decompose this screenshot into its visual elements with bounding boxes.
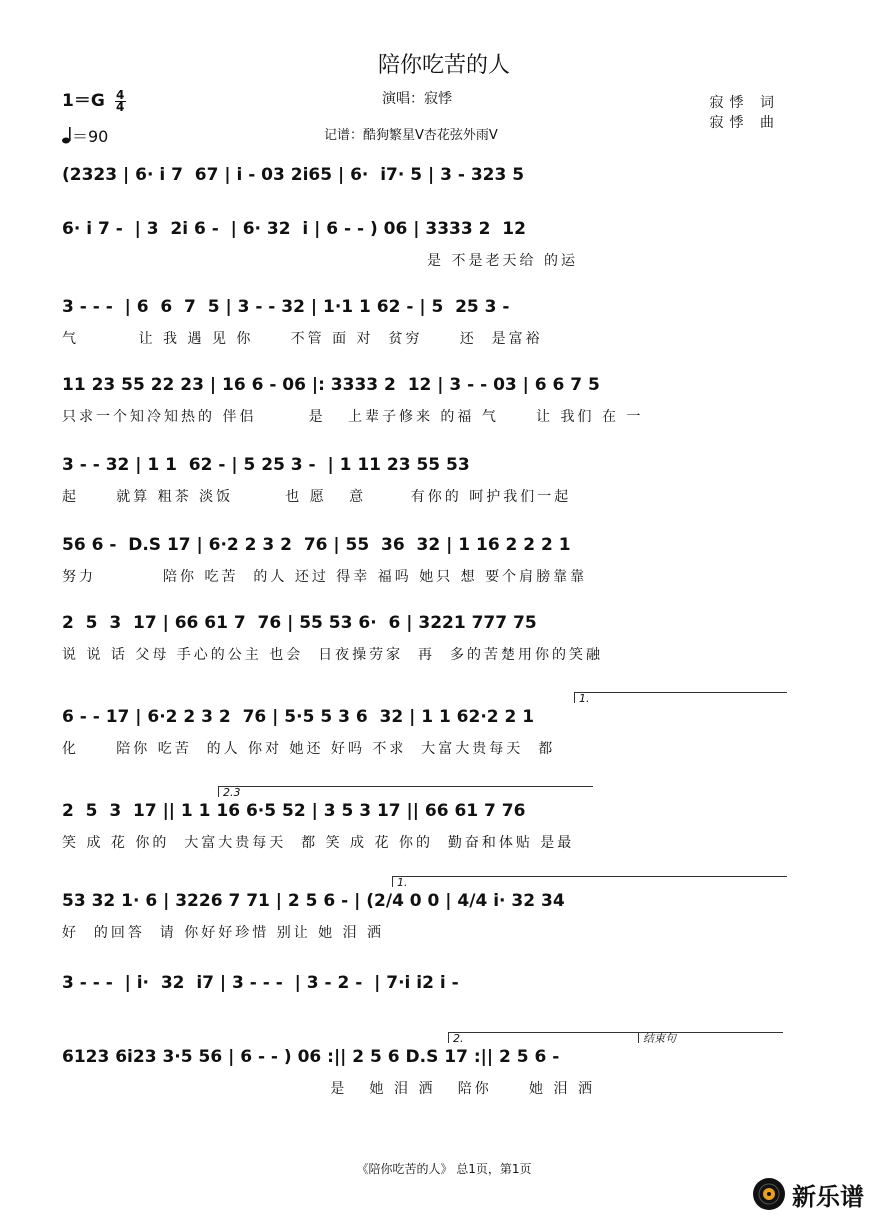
lyrics-line: 笑 成 花 你的 大富大贵每天 都 笑 成 花 你的 勤奋和体贴 是最 [62, 835, 575, 851]
lyrics-line [62, 1004, 784, 1026]
site-logo[interactable] [752, 1176, 882, 1212]
lyrics-line: 是 不是老天给 的运 [62, 253, 578, 269]
lyrics-line: 只求一个知冷知热的 伴侣 是 上辈子修来 的福 气 让 我们 在 一 [62, 409, 644, 425]
key-signature [62, 86, 126, 113]
notation-line: 3 - - 32 | 1 1 62 - | 5 25 3 - | 1 11 23 55 53 [62, 455, 470, 475]
volta-ending: 结束句 [638, 1032, 783, 1043]
score-system-9 [62, 786, 784, 854]
lyricist-credit: 寂悸 词 [709, 95, 780, 111]
score-system-7 [62, 606, 784, 666]
lyrics-line: 好 的回答 请 你好好珍惜 别让 她 泪 洒 [62, 925, 385, 941]
score-system-4 [62, 368, 784, 428]
time-signature [115, 87, 126, 114]
singer-credit: 演唱：寂悸 [382, 91, 452, 107]
recorder-credit: 记谱：酷狗繁星V杏花弦外雨V [324, 128, 498, 143]
lyrics-line: 是 她 泪 洒 陪你 她 泪 洒 [62, 1081, 595, 1097]
song-title: 陪你吃苦的人 [377, 53, 510, 78]
record-disc-icon [752, 1177, 786, 1211]
volta-1: 1. [574, 692, 787, 703]
notation-line: 53 32 1· 6 | 3226 7 71 | 2 5 6 - | (2/4 0 0 | 4/4 i· 32 34 [62, 891, 565, 911]
score-system-6 [62, 528, 784, 588]
logo-text: 新乐谱 [792, 1182, 864, 1211]
notation-line: 2 5 3 17 || 1 1 16 6·5 52 | 3 5 3 17 || 66 61 7 76 [62, 801, 526, 821]
notation-line: 6123 6i23 3·5 56 | 6 - - ) 06 :|| 2 5 6 D.S 17 :|| 2 5 6 - [62, 1047, 560, 1067]
lyrics-line: 起 就算 粗茶 淡饭 也 愿 意 有你的 呵护我们一起 [62, 489, 572, 505]
volta-1b: 1. [392, 876, 787, 887]
tempo-marking [62, 124, 108, 147]
notation-line: (2323 | 6· i 7 67 | i - 03 2i65 | 6· i7· 5 | 3 - 323 5 [62, 165, 525, 185]
composer-credit: 寂悸 曲 [709, 115, 780, 131]
notation-line: 11 23 55 22 23 | 16 6 - 06 |: 3333 2 12 | 3 - - 03 | 6 6 7 5 [62, 375, 600, 395]
notation-line: 56 6 - D.S 17 | 6·2 2 3 2 76 | 55 36 32 | 1 16 2 2 2 1 [62, 535, 571, 555]
score-system-8 [62, 692, 784, 760]
score-system-12 [62, 1032, 784, 1100]
score-system-3 [62, 290, 784, 350]
key-label: 1＝G [62, 91, 105, 111]
tempo-value: ＝90 [72, 127, 109, 146]
volta-2: 2. [448, 1032, 639, 1043]
score-system-10 [62, 876, 784, 944]
lyrics-line: 化 陪你 吃苦 的人 你对 她还 好吗 不求 大富大贵每天 都 [62, 741, 556, 757]
lyrics-line: 说 说 话 父母 手心的公主 也会 日夜操劳家 再 多的苦楚用你的笑融 [62, 647, 603, 663]
page-footer: 《陪你吃苦的人》 总1页，第1页 [356, 1162, 532, 1176]
notation-line: 6· i 7 - | 3 2i 6 - | 6· 32 i | 6 - - ) 06 | 3333 2 12 [62, 219, 526, 239]
score-system-2 [62, 212, 784, 272]
notation-line: 3 - - - | i· 32 i7 | 3 - - - | 3 - 2 - | 7·i i2 i - [62, 973, 459, 993]
score-system-1 [62, 158, 784, 218]
volta-2-3: 2.3 [218, 786, 593, 797]
notation-line: 2 5 3 17 | 66 61 7 76 | 55 53 6· 6 | 3221 777 75 [62, 613, 537, 633]
quarter-note-icon [62, 126, 72, 144]
time-sig-bottom: 4 [116, 99, 125, 114]
lyrics-line: 努力 陪你 吃苦 的人 还过 得幸 福吗 她只 想 要个肩膀靠靠 [62, 569, 588, 585]
notation-line: 6 - - 17 | 6·2 2 3 2 76 | 5·5 5 3 6 32 | 1 1 62·2 2 1 [62, 707, 535, 727]
score-system-11 [62, 966, 784, 1026]
score-system-5 [62, 448, 784, 508]
notation-line: 3 - - - | 6 6 7 5 | 3 - - 32 | 1·1 1 62 - | 5 25 3 - [62, 297, 510, 317]
time-sig-top: 4 [116, 87, 125, 102]
lyrics-line: 气 让 我 遇 见 你 不管 面 对 贫穷 还 是富裕 [62, 331, 543, 347]
